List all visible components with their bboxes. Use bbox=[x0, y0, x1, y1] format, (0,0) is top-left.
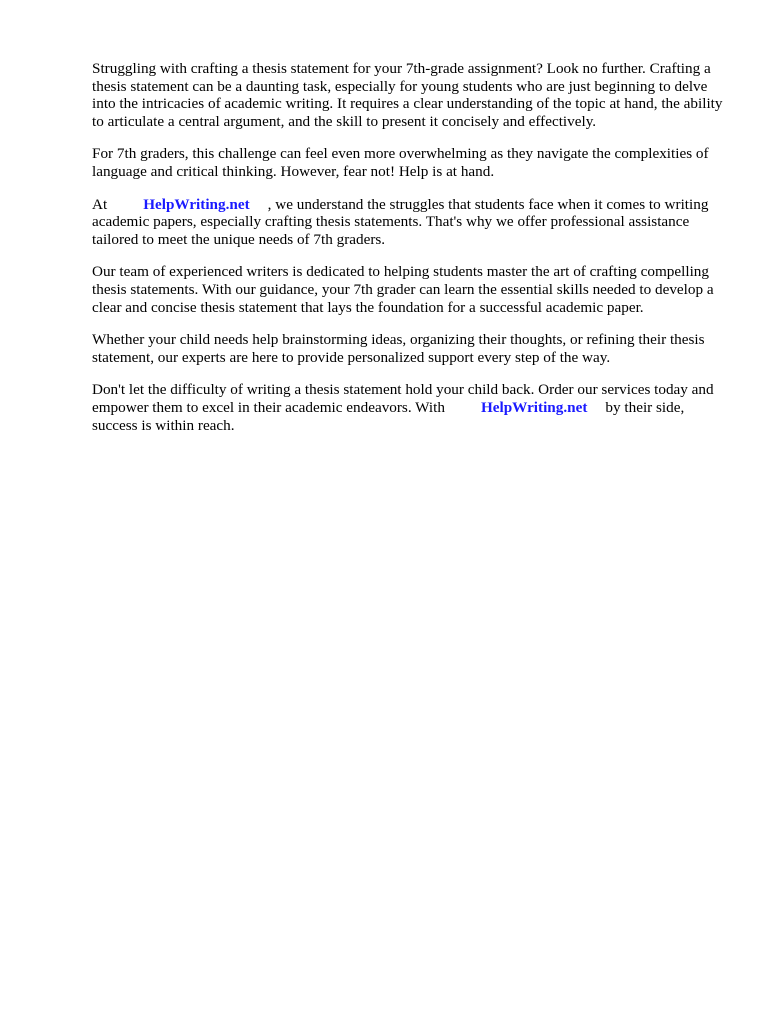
helpwriting-link[interactable]: HelpWriting.net bbox=[143, 195, 250, 213]
paragraph-text: At bbox=[92, 195, 108, 213]
paragraph-text: by their side, success is within reach. bbox=[92, 398, 685, 434]
paragraph-text: , we understand the struggles that students face when it comes to writing academic papers, especially crafting thesis statements. That's why we offer professional assistance tailored to meet the unique needs of 7th graders. bbox=[92, 195, 709, 248]
paragraph-closing bbox=[92, 381, 732, 434]
paragraph-text: Don't let the difficulty of writing a thesis statement hold your child back. Order our services today and empower them to excel in their academic endeavors. With bbox=[92, 381, 714, 416]
paragraph-challenge: For 7th graders, this challenge can feel even more overwhelming as they navigate the complexities of language and critical thinking. However, fear not! Help is at hand. bbox=[92, 145, 709, 180]
paragraph-support: Whether your child needs help brainstorming ideas, organizing their thoughts, or refining their thesis statement, our experts are here to provide personalized support every step of the way. bbox=[92, 331, 705, 366]
paragraph-helpwriting bbox=[92, 196, 732, 249]
paragraph-intro: Struggling with crafting a thesis statement for your 7th-grade assignment? Look no further. Crafting a thesis statement can be a daunting task, especially for young students who are just beginning to delve into the intricacies of academic writing. It requires a clear understanding of the topic at hand, the ability to articulate a central argument, and the skill to present it concisely and effectively. bbox=[92, 60, 723, 130]
paragraph-team: Our team of experienced writers is dedicated to helping students master the art of crafting compelling thesis statements. With our guidance, your 7th grader can learn the essential skills needed to develop a clear and concise thesis statement that lays the foundation for a successful academic paper. bbox=[92, 263, 714, 316]
helpwriting-link[interactable]: HelpWriting.net bbox=[480, 398, 588, 416]
document-body bbox=[92, 60, 732, 449]
